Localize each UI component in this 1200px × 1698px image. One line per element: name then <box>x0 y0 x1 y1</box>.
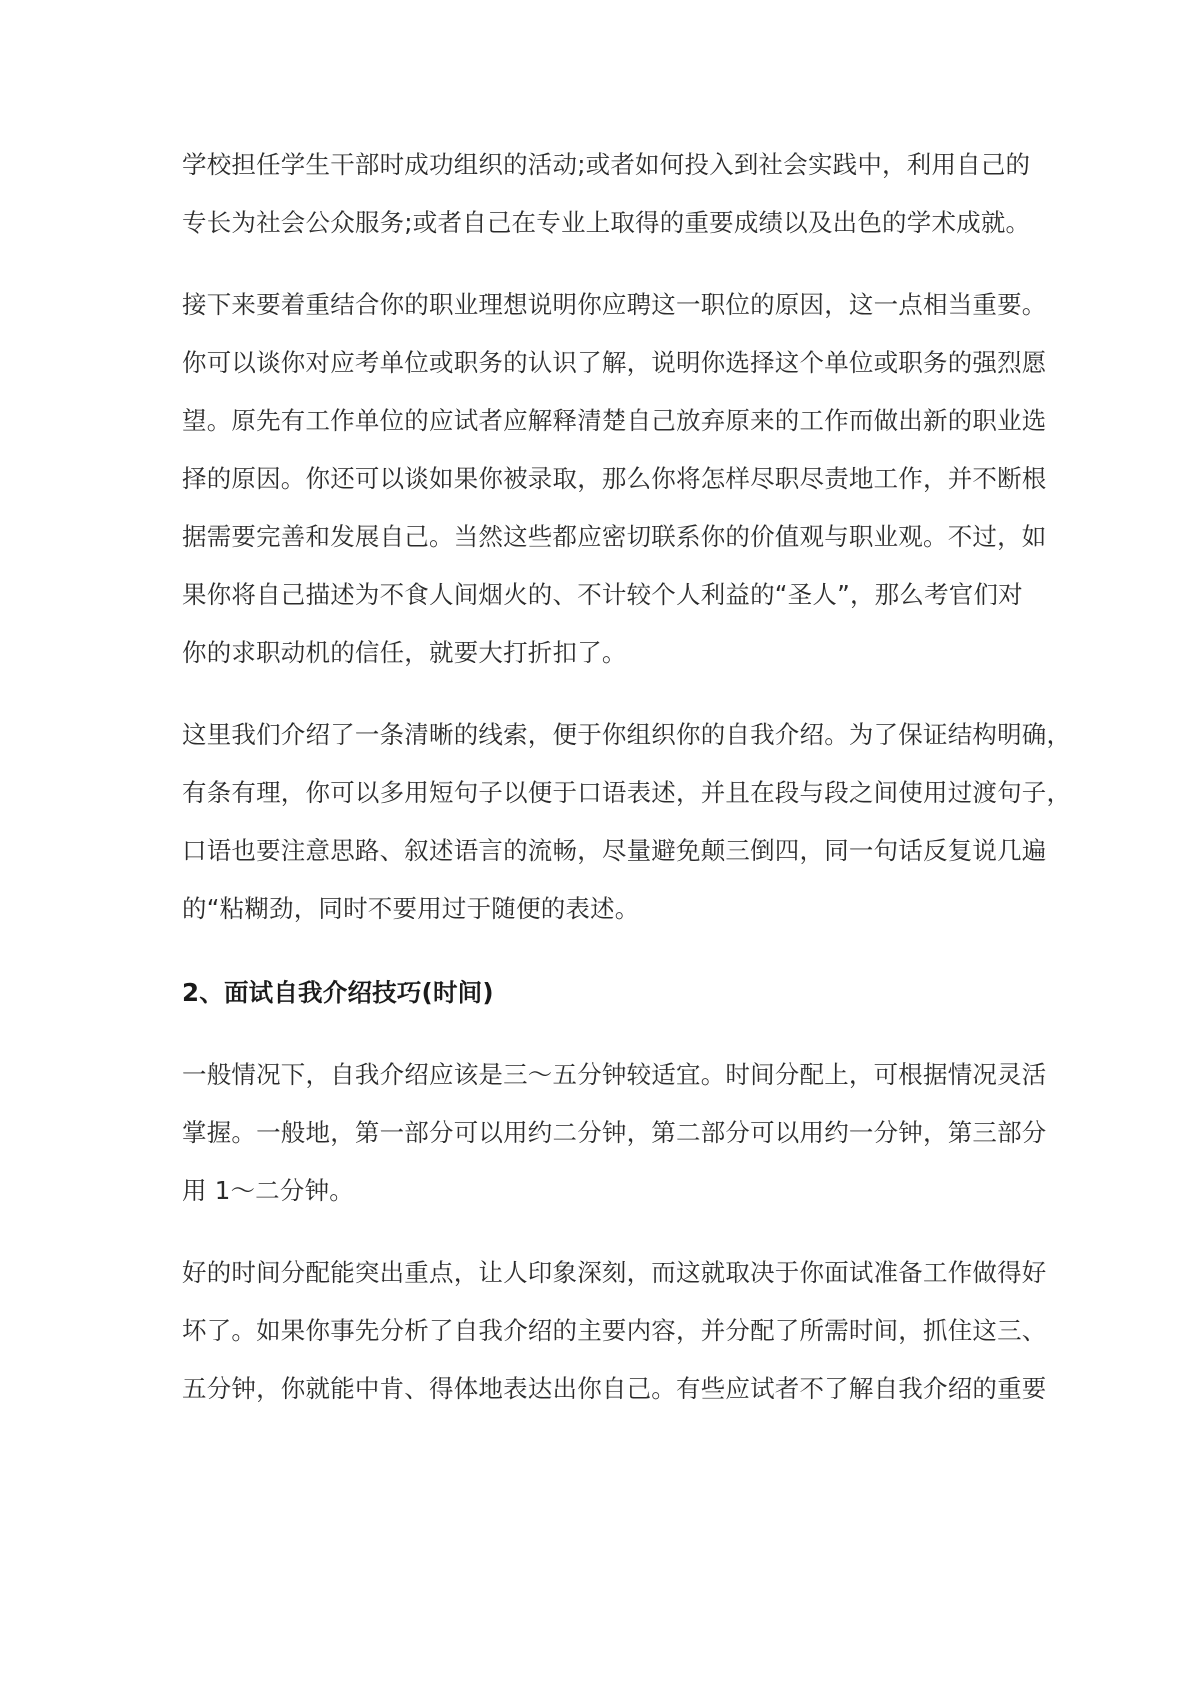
text-line: 好的时间分配能突出重点，让人印象深刻，而这就取决于你面试准备工作做得好 <box>182 1258 1047 1287</box>
text-line: 专长为社会公众服务;或者自己在专业上取得的重要成绩以及出色的学术成就。 <box>182 208 1031 237</box>
text-line: 五分钟，你就能中肯、得体地表达出你自己。有些应试者不了解自我介绍的重要 <box>182 1374 1047 1403</box>
text-line: 接下来要着重结合你的职业理想说明你应聘这一职位的原因，这一点相当重要。 <box>182 290 1047 319</box>
text-line: 坏了。如果你事先分析了自我介绍的主要内容，并分配了所需时间，抓住这三、 <box>182 1316 1047 1345</box>
section-heading: 2、面试自我介绍技巧(时间) <box>182 978 494 1007</box>
text-line: 你可以谈你对应考单位或职务的认识了解，说明你选择这个单位或职务的强烈愿 <box>182 348 1047 377</box>
text-line: 择的原因。你还可以谈如果你被录取，那么你将怎样尽职尽责地工作，并不断根 <box>182 464 1047 493</box>
text-line: 的“粘糊劲，同时不要用过于随便的表述。 <box>182 894 640 923</box>
text-line: 一般情况下，自我介绍应该是三～五分钟较适宜。时间分配上，可根据情况灵活 <box>182 1060 1047 1089</box>
text-line: 有条有理，你可以多用短句子以便于口语表述，并且在段与段之间使用过渡句子， <box>182 778 1072 807</box>
text-line: 掌握。一般地，第一部分可以用约二分钟，第二部分可以用约一分钟，第三部分 <box>182 1118 1047 1147</box>
text-line: 果你将自己描述为不食人间烟火的、不计较个人利益的“圣人”，那么考官们对 <box>182 580 1023 609</box>
text-line: 望。原先有工作单位的应试者应解释清楚自己放弃原来的工作而做出新的职业选 <box>182 406 1047 435</box>
text-line: 据需要完善和发展自己。当然这些都应密切联系你的价值观与职业观。不过，如 <box>182 522 1047 551</box>
text-line: 学校担任学生干部时成功组织的活动;或者如何投入到社会实践中，利用自己的 <box>182 150 1031 179</box>
text-line: 口语也要注意思路、叙述语言的流畅，尽量避免颠三倒四，同一句话反复说几遍 <box>182 836 1047 865</box>
text-line: 你的求职动机的信任，就要大打折扣了。 <box>182 638 627 667</box>
text-line: 用 1～二分钟。 <box>182 1176 354 1205</box>
text-line: 这里我们介绍了一条清晰的线索，便于你组织你的自我介绍。为了保证结构明确， <box>182 720 1072 749</box>
